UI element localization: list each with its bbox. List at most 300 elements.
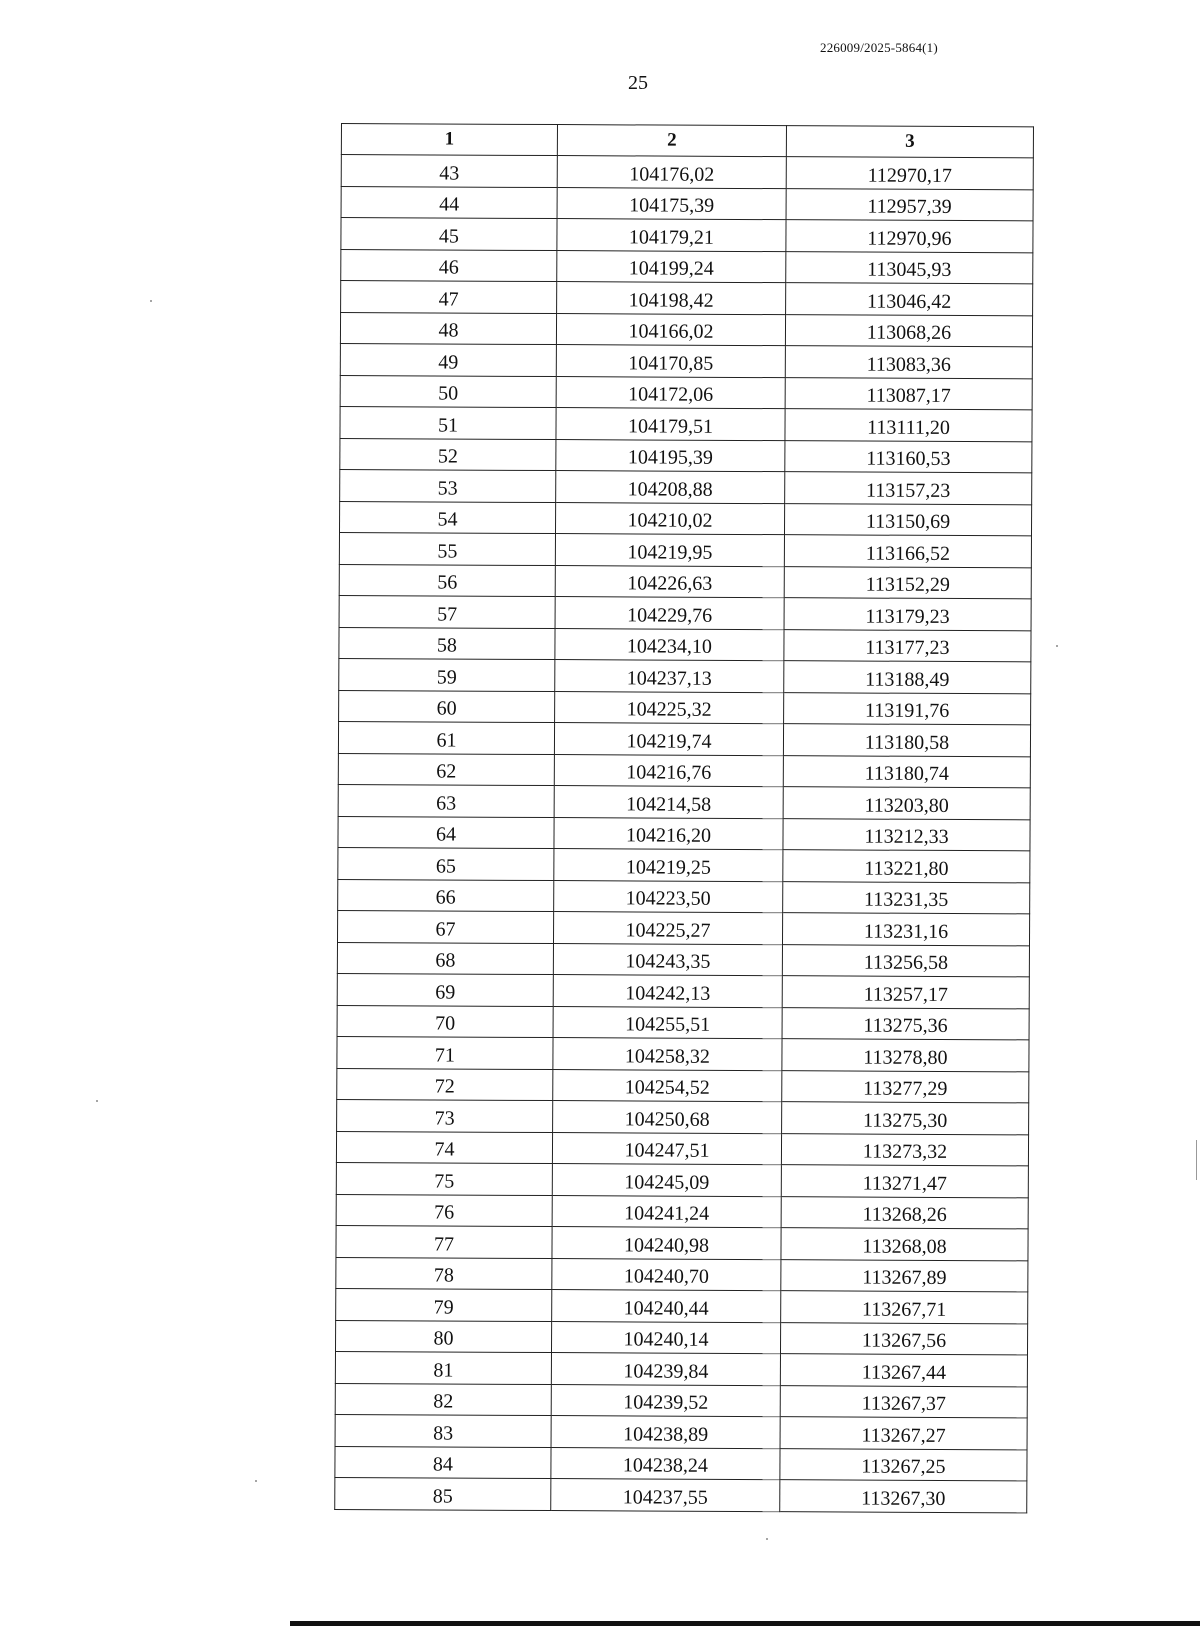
column-header-point: 1 bbox=[341, 124, 557, 156]
x-coordinate-cell bbox=[555, 691, 784, 724]
cell-value: 104234,10 bbox=[626, 635, 712, 658]
point-number-cell bbox=[338, 753, 554, 786]
table-row bbox=[338, 879, 1030, 914]
x-coordinate-cell bbox=[554, 849, 783, 882]
cell-value: 113221,80 bbox=[864, 857, 949, 880]
cell-value: 113157,23 bbox=[866, 479, 951, 502]
x-coordinate-cell bbox=[552, 1195, 781, 1228]
table-row bbox=[341, 249, 1033, 284]
coordinates-table bbox=[334, 123, 1034, 1513]
table-row bbox=[340, 343, 1032, 378]
point-number-cell bbox=[336, 1131, 552, 1164]
cell-value: 104258,32 bbox=[624, 1044, 710, 1068]
point-number-cell bbox=[340, 469, 556, 502]
x-coordinate-cell bbox=[554, 786, 783, 819]
scan-speck bbox=[1056, 645, 1058, 647]
y-coordinate-cell bbox=[783, 881, 1030, 914]
cell-value: 52 bbox=[437, 445, 458, 468]
x-coordinate-cell bbox=[552, 1164, 781, 1197]
cell-value: 104240,70 bbox=[623, 1265, 709, 1288]
y-coordinate-cell bbox=[784, 661, 1031, 694]
point-number-cell bbox=[338, 784, 554, 817]
cell-value: 65 bbox=[435, 854, 456, 878]
table-row bbox=[341, 186, 1033, 221]
cell-value: 45 bbox=[438, 224, 460, 248]
table-row bbox=[337, 1005, 1029, 1040]
point-number-cell bbox=[341, 218, 557, 251]
y-coordinate-cell bbox=[782, 1007, 1029, 1040]
cell-value: 112970,96 bbox=[867, 227, 952, 250]
cell-value: 58 bbox=[436, 634, 458, 657]
table-row bbox=[339, 690, 1031, 725]
cell-value: 104250,68 bbox=[624, 1107, 710, 1131]
y-coordinate-cell bbox=[780, 1322, 1027, 1355]
x-coordinate-cell bbox=[551, 1353, 780, 1386]
x-coordinate-cell bbox=[554, 754, 783, 787]
y-coordinate-cell bbox=[783, 818, 1030, 851]
cell-value: 57 bbox=[437, 602, 458, 626]
y-coordinate-cell bbox=[782, 1039, 1029, 1072]
cell-value: 113111,20 bbox=[867, 416, 950, 439]
y-coordinate-cell bbox=[781, 1165, 1028, 1198]
cell-value: 113267,56 bbox=[861, 1329, 947, 1352]
cell-value: 113160,53 bbox=[866, 447, 951, 470]
table-row bbox=[337, 1099, 1029, 1134]
cell-value: 49 bbox=[438, 350, 459, 374]
table-row bbox=[336, 1194, 1028, 1229]
cell-value: 113188,49 bbox=[865, 668, 950, 691]
y-coordinate-cell bbox=[784, 566, 1031, 599]
table-row bbox=[338, 784, 1030, 819]
point-number-cell bbox=[335, 1446, 551, 1479]
point-number-cell bbox=[336, 1194, 552, 1227]
point-number-cell bbox=[335, 1320, 551, 1353]
x-coordinate-cell bbox=[552, 1258, 781, 1291]
cell-value: 113046,42 bbox=[866, 290, 952, 313]
table-row bbox=[340, 312, 1032, 347]
table-row bbox=[341, 155, 1033, 190]
y-coordinate-cell bbox=[781, 1196, 1028, 1229]
cell-value: 113180,58 bbox=[864, 731, 950, 754]
x-coordinate-cell bbox=[553, 975, 782, 1008]
y-coordinate-cell bbox=[783, 850, 1030, 883]
cell-value: 113267,30 bbox=[861, 1487, 946, 1510]
point-number-cell bbox=[337, 1099, 553, 1132]
cell-value: 61 bbox=[436, 728, 457, 752]
point-number-cell bbox=[335, 1477, 551, 1510]
y-coordinate-cell bbox=[782, 944, 1029, 977]
point-number-cell bbox=[340, 375, 556, 408]
cell-value: 80 bbox=[433, 1327, 454, 1350]
point-number-cell bbox=[336, 1162, 552, 1195]
y-coordinate-cell bbox=[784, 535, 1031, 568]
cell-value: 113268,26 bbox=[862, 1203, 947, 1226]
y-coordinate-cell bbox=[786, 188, 1033, 221]
cell-value: 113268,08 bbox=[862, 1235, 947, 1258]
table-row bbox=[339, 627, 1031, 662]
scan-speck bbox=[96, 1100, 98, 1102]
cell-value: 113083,36 bbox=[866, 353, 952, 376]
table-row bbox=[336, 1162, 1028, 1197]
point-number-cell bbox=[339, 564, 555, 597]
table-row bbox=[339, 595, 1031, 630]
cell-value: 104175,39 bbox=[629, 194, 715, 217]
table-row bbox=[340, 469, 1032, 504]
point-number-cell bbox=[338, 816, 554, 849]
cell-value: 104225,32 bbox=[626, 698, 712, 721]
point-number-cell bbox=[341, 281, 557, 314]
x-coordinate-cell bbox=[551, 1447, 780, 1480]
point-number-cell bbox=[339, 690, 555, 723]
point-number-cell bbox=[339, 595, 555, 628]
point-number-cell bbox=[341, 249, 557, 282]
x-coordinate-cell bbox=[557, 156, 786, 189]
cell-value: 113273,32 bbox=[862, 1140, 948, 1163]
y-coordinate-cell bbox=[782, 1070, 1029, 1103]
x-coordinate-cell bbox=[554, 880, 783, 913]
scan-speck bbox=[766, 1538, 768, 1540]
cell-value: 59 bbox=[436, 665, 457, 689]
y-coordinate-cell bbox=[780, 1385, 1027, 1418]
cell-value: 104216,76 bbox=[626, 761, 712, 784]
point-number-cell bbox=[337, 1005, 553, 1038]
cell-value: 82 bbox=[433, 1390, 454, 1413]
column-header-y: 3 bbox=[786, 126, 1033, 158]
cell-value: 113278,80 bbox=[863, 1046, 948, 1069]
cell-value: 47 bbox=[438, 287, 459, 311]
x-coordinate-cell bbox=[552, 1227, 781, 1260]
point-number-cell bbox=[339, 627, 555, 660]
table-row bbox=[339, 658, 1031, 693]
x-coordinate-cell bbox=[557, 187, 786, 220]
cell-value: 104240,14 bbox=[623, 1328, 709, 1351]
point-number-cell bbox=[340, 312, 556, 345]
cell-value: 51 bbox=[437, 413, 459, 437]
column-header-x: 2 bbox=[557, 125, 786, 157]
y-coordinate-cell bbox=[781, 1228, 1028, 1261]
x-coordinate-cell bbox=[554, 817, 783, 850]
cell-value: 113277,29 bbox=[863, 1077, 948, 1100]
cell-value: 104239,52 bbox=[623, 1391, 709, 1414]
y-coordinate-cell bbox=[782, 1102, 1029, 1135]
y-coordinate-cell bbox=[780, 1354, 1027, 1387]
point-number-cell bbox=[339, 532, 555, 565]
y-coordinate-cell bbox=[786, 220, 1033, 253]
point-number-cell bbox=[341, 155, 557, 188]
cell-value: 104179,21 bbox=[628, 225, 714, 249]
cell-value: 104195,39 bbox=[627, 446, 713, 469]
cell-value: 62 bbox=[436, 760, 457, 783]
x-coordinate-cell bbox=[551, 1384, 780, 1417]
x-coordinate-cell bbox=[556, 376, 785, 409]
point-number-cell bbox=[339, 501, 555, 534]
table-row bbox=[337, 910, 1029, 945]
table-row bbox=[336, 1257, 1028, 1292]
cell-value: 56 bbox=[437, 571, 458, 594]
y-coordinate-cell bbox=[785, 409, 1032, 442]
cell-value: 113231,16 bbox=[863, 920, 949, 943]
point-number-cell bbox=[336, 1225, 552, 1258]
table-row bbox=[340, 406, 1032, 441]
cell-value: 113231,35 bbox=[864, 888, 949, 911]
table-row bbox=[338, 753, 1030, 788]
page-number: 25 bbox=[628, 72, 648, 94]
cell-value: 104254,52 bbox=[624, 1076, 710, 1099]
cell-value: 72 bbox=[434, 1075, 455, 1098]
cell-value: 113267,37 bbox=[861, 1392, 946, 1415]
point-number-cell bbox=[337, 973, 553, 1006]
table-row bbox=[337, 973, 1029, 1008]
cell-value: 104179,51 bbox=[627, 414, 714, 438]
table-row bbox=[341, 281, 1033, 316]
cell-value: 104243,35 bbox=[625, 950, 711, 973]
cell-value: 104255,51 bbox=[625, 1013, 711, 1036]
cell-value: 104208,88 bbox=[627, 477, 713, 501]
cell-value: 55 bbox=[437, 539, 458, 563]
cell-value: 104225,27 bbox=[625, 918, 711, 942]
point-number-cell bbox=[336, 1257, 552, 1290]
cell-value: 104172,06 bbox=[628, 383, 714, 406]
point-number-cell bbox=[340, 406, 556, 439]
cell-value: 113267,44 bbox=[861, 1361, 947, 1384]
cell-value: 104240,98 bbox=[623, 1233, 710, 1257]
y-coordinate-cell bbox=[781, 1291, 1028, 1324]
point-number-cell bbox=[339, 658, 555, 691]
table-header-row bbox=[341, 124, 1033, 158]
cell-value: 104238,89 bbox=[623, 1422, 709, 1446]
cell-value: 104166,02 bbox=[628, 320, 714, 343]
table-row bbox=[340, 375, 1032, 410]
x-coordinate-cell bbox=[557, 219, 786, 252]
cell-value: 73 bbox=[434, 1106, 455, 1130]
y-coordinate-cell bbox=[784, 598, 1031, 631]
cell-value: 76 bbox=[434, 1201, 455, 1224]
cell-value: 104223,50 bbox=[625, 887, 711, 910]
cell-value: 74 bbox=[434, 1138, 455, 1161]
cell-value: 104219,95 bbox=[627, 540, 713, 564]
table-row bbox=[337, 1068, 1029, 1103]
cell-value: 43 bbox=[439, 161, 460, 185]
y-coordinate-cell bbox=[783, 787, 1030, 820]
table-row bbox=[337, 942, 1029, 977]
point-number-cell bbox=[337, 942, 553, 975]
table-row bbox=[336, 1288, 1028, 1323]
point-number-cell bbox=[335, 1351, 551, 1384]
y-coordinate-cell bbox=[782, 976, 1029, 1009]
x-coordinate-cell bbox=[555, 502, 784, 535]
cell-value: 85 bbox=[432, 1484, 453, 1508]
cell-value: 113152,29 bbox=[865, 573, 950, 596]
cell-value: 104238,24 bbox=[622, 1454, 708, 1477]
cell-value: 104198,42 bbox=[628, 288, 714, 312]
cell-value: 113177,23 bbox=[865, 636, 950, 659]
x-coordinate-cell bbox=[556, 439, 785, 472]
table-row bbox=[335, 1446, 1027, 1481]
document-id: 226009/2025-5864(1) bbox=[820, 40, 938, 55]
cell-value: 104242,13 bbox=[625, 981, 711, 1005]
table-row bbox=[339, 532, 1031, 567]
cell-value: 68 bbox=[435, 949, 456, 972]
x-coordinate-cell bbox=[553, 1069, 782, 1102]
x-coordinate-cell bbox=[555, 628, 784, 661]
cell-value: 71 bbox=[434, 1043, 456, 1067]
x-coordinate-cell bbox=[553, 1038, 782, 1071]
cell-value: 113191,76 bbox=[864, 699, 950, 722]
table-row bbox=[336, 1225, 1028, 1260]
x-coordinate-cell bbox=[557, 250, 786, 283]
table-row bbox=[338, 816, 1030, 851]
table-row bbox=[335, 1383, 1027, 1418]
cell-value: 113257,17 bbox=[863, 983, 948, 1006]
cell-value: 104219,25 bbox=[625, 855, 711, 879]
cell-value: 113267,71 bbox=[862, 1298, 947, 1321]
cell-value: 67 bbox=[435, 917, 456, 941]
cell-value: 113267,25 bbox=[861, 1455, 946, 1478]
cell-value: 104237,55 bbox=[622, 1485, 708, 1509]
x-coordinate-cell bbox=[553, 912, 782, 945]
cell-value: 104199,24 bbox=[628, 257, 714, 280]
cell-value: 104216,20 bbox=[625, 824, 712, 847]
cell-value: 104170,85 bbox=[628, 351, 714, 375]
table-row bbox=[338, 847, 1030, 882]
scan-speck bbox=[150, 300, 152, 302]
cell-value: 113087,17 bbox=[866, 384, 951, 407]
y-coordinate-cell bbox=[780, 1448, 1027, 1481]
cell-value: 69 bbox=[435, 980, 456, 1004]
y-coordinate-cell bbox=[785, 440, 1032, 473]
cell-value: 63 bbox=[436, 791, 457, 815]
point-number-cell bbox=[340, 343, 556, 376]
cell-value: 104237,13 bbox=[626, 666, 712, 690]
point-number-cell bbox=[335, 1414, 551, 1447]
table-body bbox=[335, 155, 1034, 1513]
x-coordinate-cell bbox=[556, 313, 785, 346]
y-coordinate-cell bbox=[785, 314, 1032, 347]
point-number-cell bbox=[336, 1288, 552, 1321]
table-row bbox=[337, 1036, 1029, 1071]
y-coordinate-cell bbox=[784, 692, 1031, 725]
point-number-cell bbox=[341, 186, 557, 219]
y-coordinate-cell bbox=[786, 157, 1033, 190]
x-coordinate-cell bbox=[552, 1132, 781, 1165]
cell-value: 113166,52 bbox=[865, 542, 951, 565]
cell-value: 84 bbox=[432, 1453, 453, 1476]
cell-value: 104210,02 bbox=[627, 509, 713, 532]
y-coordinate-cell bbox=[786, 251, 1033, 284]
cell-value: 104214,58 bbox=[626, 792, 712, 816]
x-coordinate-cell bbox=[555, 660, 784, 693]
cell-value: 53 bbox=[437, 476, 458, 500]
cell-value: 60 bbox=[436, 697, 457, 720]
cell-value: 113256,58 bbox=[863, 951, 949, 974]
cell-value: 77 bbox=[433, 1232, 455, 1256]
page-bottom-rule bbox=[290, 1621, 1200, 1626]
table-row bbox=[335, 1320, 1027, 1355]
x-coordinate-cell bbox=[556, 408, 785, 441]
y-coordinate-cell bbox=[784, 503, 1031, 536]
cell-value: 113275,30 bbox=[862, 1109, 948, 1132]
y-coordinate-cell bbox=[784, 629, 1031, 662]
cell-value: 78 bbox=[433, 1264, 454, 1287]
cell-value: 104245,09 bbox=[624, 1170, 710, 1194]
table-row bbox=[335, 1414, 1027, 1449]
y-coordinate-cell bbox=[780, 1417, 1027, 1450]
point-number-cell bbox=[338, 721, 554, 754]
cell-value: 104219,74 bbox=[626, 729, 712, 753]
y-coordinate-cell bbox=[780, 1480, 1027, 1513]
point-number-cell bbox=[340, 438, 556, 471]
scan-edge-mark bbox=[1196, 1140, 1197, 1180]
x-coordinate-cell bbox=[551, 1416, 780, 1449]
cell-value: 79 bbox=[433, 1295, 454, 1319]
cell-value: 64 bbox=[435, 823, 457, 846]
cell-value: 112957,39 bbox=[867, 195, 952, 218]
cell-value: 104239,84 bbox=[623, 1359, 709, 1383]
y-coordinate-cell bbox=[781, 1133, 1028, 1166]
cell-value: 44 bbox=[439, 193, 460, 216]
cell-value: 113179,23 bbox=[865, 605, 950, 628]
x-coordinate-cell bbox=[555, 597, 784, 630]
cell-value: 113267,89 bbox=[862, 1266, 947, 1289]
cell-value: 48 bbox=[438, 319, 459, 342]
cell-value: 104229,76 bbox=[627, 603, 713, 627]
cell-value: 75 bbox=[434, 1169, 455, 1193]
cell-value: 113150,69 bbox=[865, 510, 951, 533]
cell-value: 50 bbox=[438, 382, 459, 405]
x-coordinate-cell bbox=[555, 534, 784, 567]
cell-value: 113045,93 bbox=[867, 258, 952, 281]
cell-value: 112970,17 bbox=[867, 164, 952, 187]
table-row bbox=[340, 438, 1032, 473]
point-number-cell bbox=[338, 879, 554, 912]
table-row bbox=[335, 1351, 1027, 1386]
y-coordinate-cell bbox=[781, 1259, 1028, 1292]
cell-value: 104241,24 bbox=[624, 1202, 710, 1225]
cell-value: 70 bbox=[435, 1012, 456, 1035]
x-coordinate-cell bbox=[555, 565, 784, 598]
y-coordinate-cell bbox=[783, 724, 1030, 757]
y-coordinate-cell bbox=[785, 472, 1032, 505]
cell-value: 113275,36 bbox=[863, 1014, 948, 1037]
table-row bbox=[339, 501, 1031, 536]
scan-speck bbox=[255, 1480, 257, 1482]
x-coordinate-cell bbox=[557, 282, 786, 315]
x-coordinate-cell bbox=[551, 1479, 780, 1512]
point-number-cell bbox=[337, 1068, 553, 1101]
table-row bbox=[341, 218, 1033, 253]
point-number-cell bbox=[337, 1036, 553, 1069]
table-row bbox=[339, 564, 1031, 599]
x-coordinate-cell bbox=[556, 345, 785, 378]
point-number-cell bbox=[337, 910, 553, 943]
y-coordinate-cell bbox=[785, 377, 1032, 410]
cell-value: 113271,47 bbox=[862, 1172, 948, 1195]
y-coordinate-cell bbox=[785, 346, 1032, 379]
table-row bbox=[335, 1477, 1027, 1512]
cell-value: 46 bbox=[438, 256, 459, 279]
x-coordinate-cell bbox=[553, 943, 782, 976]
cell-value: 54 bbox=[437, 508, 458, 531]
x-coordinate-cell bbox=[553, 1006, 782, 1039]
cell-value: 113180,74 bbox=[864, 762, 950, 785]
cell-value: 104226,63 bbox=[627, 572, 713, 595]
y-coordinate-cell bbox=[783, 755, 1030, 788]
x-coordinate-cell bbox=[553, 1101, 782, 1134]
cell-value: 113068,26 bbox=[866, 321, 952, 344]
point-number-cell bbox=[335, 1383, 551, 1416]
x-coordinate-cell bbox=[551, 1321, 780, 1354]
cell-value: 104247,51 bbox=[624, 1139, 710, 1162]
